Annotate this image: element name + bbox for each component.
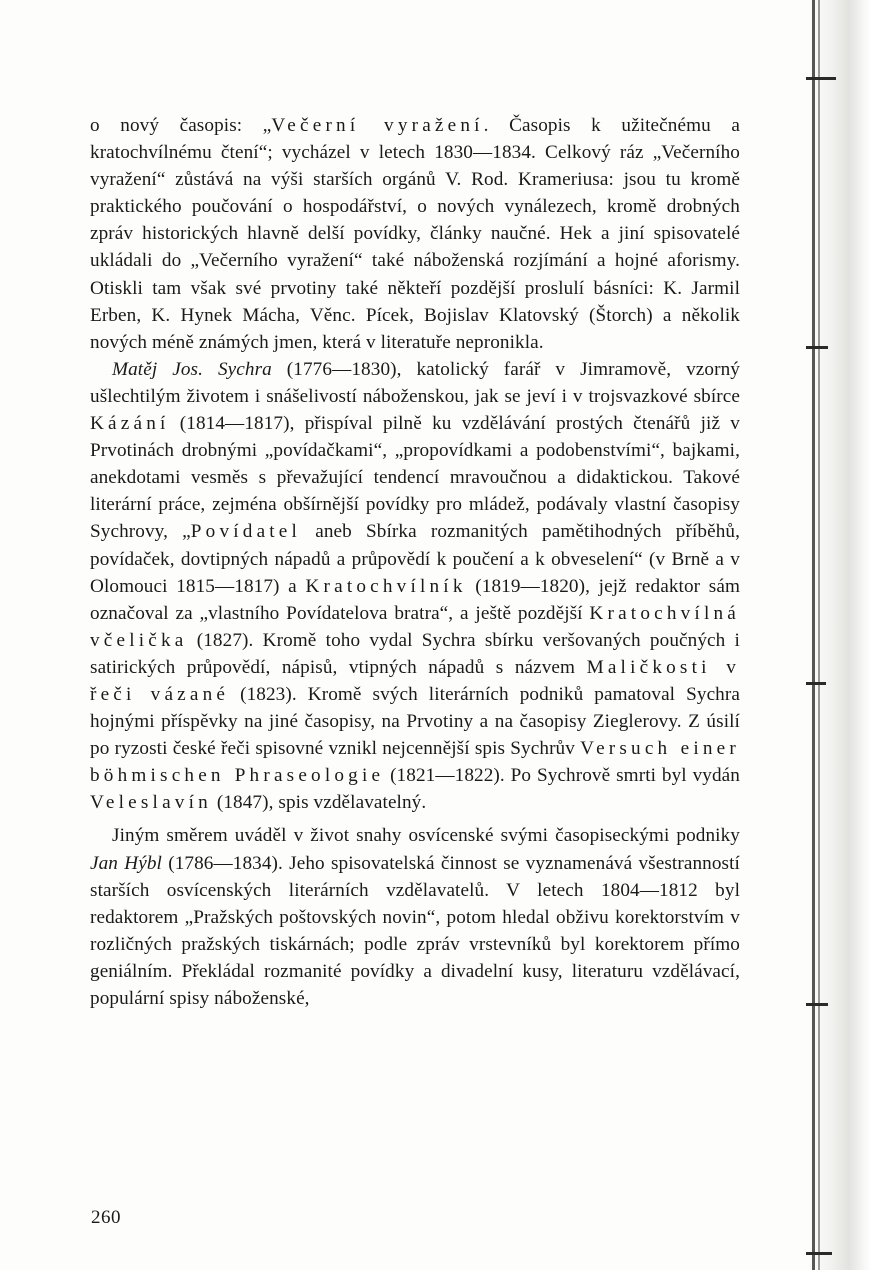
text-run: o nový časopis: „ xyxy=(90,115,272,136)
paragraph xyxy=(90,822,740,1012)
spaced-title: Kratochvílná včelička xyxy=(90,602,740,651)
text-run: (1819—1820), jejž redaktor sám označoval za „vlastního Povídatelova bratra“, a ještě pozdější xyxy=(90,575,740,624)
binding-line-shadow xyxy=(818,0,820,1270)
text-run: (1847), spis vzdělavatelný. xyxy=(211,792,427,814)
text-run: . Časopis k užitečnému a kratochvílnému čtení“; vycházel v letech 1830—1834. Celkový ráz „Večerního vyražení“ zůstává na výši starších orgánů V. Rod. Krameriusa: jsou tu kromě praktického poučování o hospodářství, o nových vynálezech, kromě drobných zpráv historických hlavně delší povídky, články naučné. Hek a jiní spisovatelé ukládali do „Večerního vyražení“ také náboženská rozjímání a hojné aforismy. Otiskli tam však své prvotiny také někteří pozdější proslulí básníci: K. Jarmil Erben, K. Hynek Mácha, Věnc. Pícek, Bojislav Klatovský (Štorch) a několik nových méně známých jmen, která v literatuře nepronikla. xyxy=(90,115,740,353)
spaced-title: Kratochvílník xyxy=(305,575,467,597)
text-run: (1827). Kromě toho vydal Sychra sbírku veršovaných poučných i satirických průpovědí, nápisů, vtipných nápadů s názvem xyxy=(90,629,740,678)
page-number: 260 xyxy=(91,1207,121,1228)
spaced-title: Povídatel xyxy=(190,521,302,543)
text-run: aneb Sbírka rozmanitých pamětihodných příběhů, povídaček, dovtipných nápadů a průpovědí k poučení a k obveselení“ (v Brně a v Olomouci 1815—1817) a xyxy=(90,521,740,597)
text-run: Jiným směrem uváděl v život snahy osvícenské svými časopiseckými podniky xyxy=(112,825,740,847)
text-run: (1823). Kromě svých literárních podniků pamatoval Sychra hojnými příspěvky na jiné časopisy, na Prvotiny a na časopisy Zieglerovy. Z úsilí po ryzosti české řeči spisovné vznikl nejcennější spis Sychrův xyxy=(90,683,740,760)
binding-thread-mark xyxy=(806,1252,832,1255)
text-run: (1814—1817), přispíval pilně ku vzdělávání prostých čtenářů již v Prvotinách drobnými „povídačkami“, „propovídkami a podobenstvími“, bajkami, anekdotami vesměs s převažující tendencí mravoučnou a didaktickou. Takové literární práce, zejména obšírnější povídky pro mládež, podávaly vlastní časopisy Sychrovy, „ xyxy=(90,413,740,543)
binding-thread-mark xyxy=(806,346,828,349)
text-run: (1776—1830), katolický farář v Jimramově, vzorný ušlechtilým životem i snášelivostí náboženskou, jak se jeví i v trojsvazkové sbírce xyxy=(90,358,740,407)
body-text xyxy=(90,112,740,1012)
spaced-title: Veleslavín xyxy=(90,792,212,814)
binding-thread-mark xyxy=(806,682,826,685)
author-name: Jan Hýbl xyxy=(90,852,162,874)
paragraph xyxy=(90,356,740,817)
spaced-title: Maličkosti v řeči vázané xyxy=(90,656,740,705)
binding-thread-mark xyxy=(806,77,836,80)
paragraph xyxy=(90,112,740,356)
text-run: (1821—1822). Po Sychrově smrti byl vydán xyxy=(384,765,740,787)
text-run: (1786—1834). Jeho spisovatelská činnost se vyznamenává všestranností starších osvícenských literárních vzdělavatelů. V letech 1804—1812 byl redaktorem „Pražských poštovských novin“, potom hledal obživu korektorstvím v rozličných pražských tiskárnách; podle zpráv vrstevníků byl korektorem přímo geniálním. Překládal rozmanité povídky a divadelní kusy, literaturu vzdělávací, populární spisy náboženské, xyxy=(90,852,740,1009)
binding-line xyxy=(812,0,815,1270)
spaced-title: Versuch einer böhmischen Phraseologie xyxy=(90,738,740,787)
spaced-title: Večerní vyražení xyxy=(271,115,484,136)
spaced-title: Kázání xyxy=(90,413,170,435)
author-name: Matěj Jos. Sychra xyxy=(112,358,272,380)
binding-thread-mark xyxy=(806,1003,828,1006)
